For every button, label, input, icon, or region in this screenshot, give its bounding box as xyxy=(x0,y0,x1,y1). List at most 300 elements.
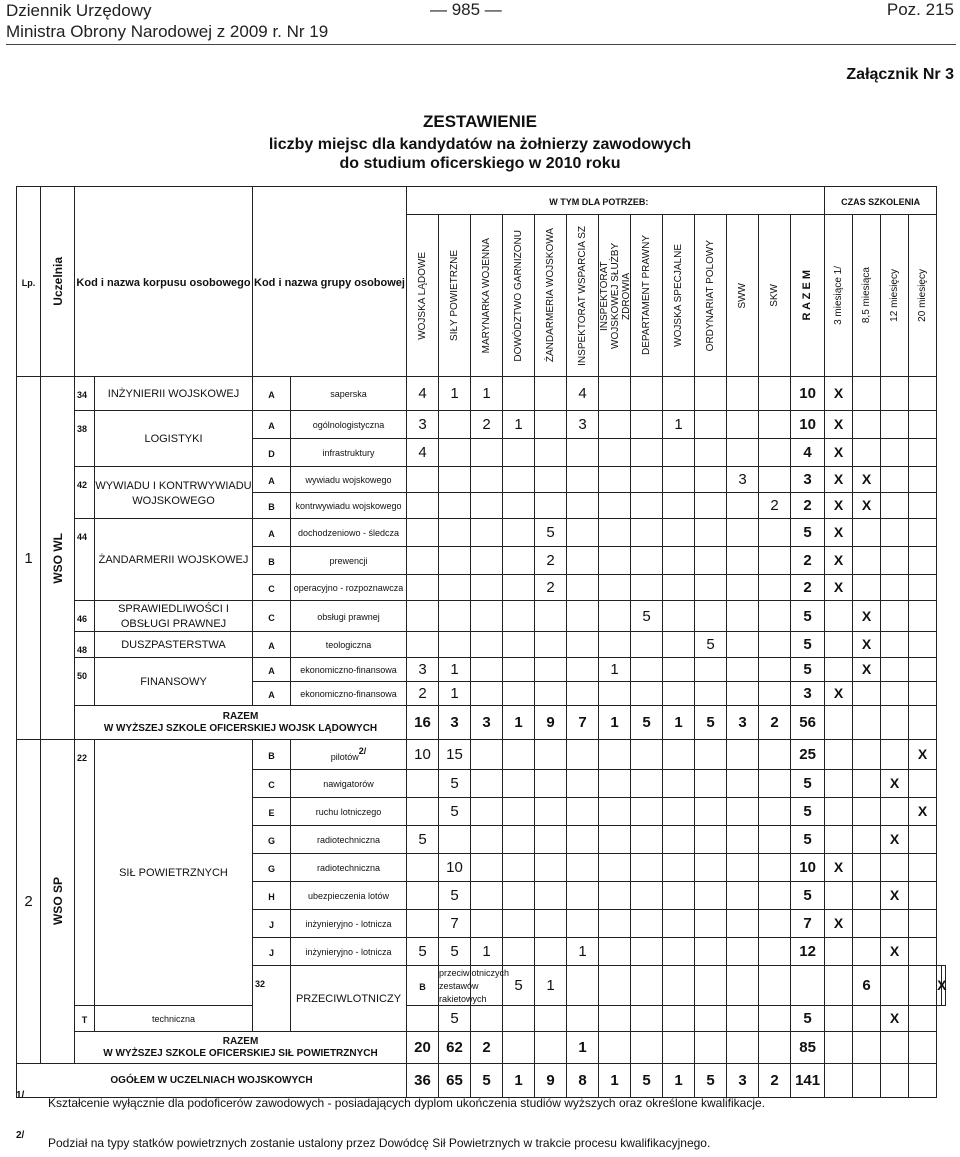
time-cell xyxy=(909,882,937,910)
time-cell xyxy=(853,439,881,467)
header-need-3: DOWÓDZTWO GARNIZONU xyxy=(503,215,535,377)
total-label-2: W WYŻSZEJ SZKOLE OFICERSKIEJ WOJSK LĄDOWYCH xyxy=(103,722,378,734)
count-cell xyxy=(727,882,759,910)
footnote-ref: 2/ xyxy=(358,746,367,756)
corps-code: 34 xyxy=(75,377,95,411)
time-cell xyxy=(853,770,881,798)
count-cell xyxy=(439,519,471,547)
group-code: G xyxy=(253,854,291,882)
total-count-cell: 36 xyxy=(407,1064,439,1098)
corps-name: ŻANDARMERII WOJSKOWEJ xyxy=(95,519,253,601)
header-w-tym: W TYM DLA POTRZEB: xyxy=(407,187,791,215)
time-cell: X xyxy=(825,493,853,519)
razem-cell: 7 xyxy=(791,910,825,938)
count-cell xyxy=(727,439,759,467)
section-lp: 2 xyxy=(17,740,41,1064)
count-cell xyxy=(727,575,759,601)
count-cell xyxy=(471,547,503,575)
razem-cell: 3 xyxy=(791,682,825,706)
count-cell xyxy=(663,601,695,632)
count-cell xyxy=(599,798,631,826)
count-cell xyxy=(759,938,791,966)
count-cell xyxy=(759,519,791,547)
count-cell xyxy=(759,547,791,575)
time-cell: X xyxy=(825,467,853,493)
count-cell xyxy=(599,519,631,547)
time-cell xyxy=(853,826,881,854)
corps-name: DUSZPASTERSTWA xyxy=(95,632,253,658)
count-cell xyxy=(503,770,535,798)
count-cell xyxy=(599,632,631,658)
count-cell xyxy=(759,798,791,826)
razem-cell: 25 xyxy=(791,740,825,770)
count-cell: 1 xyxy=(439,658,471,682)
total-time-cell xyxy=(825,706,853,740)
count-cell xyxy=(631,770,663,798)
count-cell xyxy=(503,1006,535,1032)
count-cell xyxy=(727,547,759,575)
count-cell: 1 xyxy=(503,411,535,439)
count-cell xyxy=(663,910,695,938)
header-time-1: 8,5 miesiąca xyxy=(853,215,881,377)
time-cell xyxy=(853,882,881,910)
total-label-1: RAZEM xyxy=(222,1035,259,1047)
count-cell xyxy=(599,575,631,601)
count-cell: 2 xyxy=(407,682,439,706)
count-cell xyxy=(599,682,631,706)
time-cell xyxy=(853,938,881,966)
count-cell xyxy=(727,938,759,966)
section-uczelnia-cell xyxy=(41,377,75,740)
group-name: inżynieryjno - lotnicza xyxy=(291,938,407,966)
count-cell xyxy=(599,547,631,575)
count-cell xyxy=(567,966,599,1006)
count-cell xyxy=(663,938,695,966)
group-code: C xyxy=(253,575,291,601)
total-count-cell xyxy=(727,1032,759,1064)
group-code: C xyxy=(253,770,291,798)
count-cell xyxy=(567,439,599,467)
count-cell xyxy=(727,632,759,658)
count-cell xyxy=(567,658,599,682)
count-cell xyxy=(727,966,759,1006)
corps-name: SPRAWIEDLIWOŚCI I OBSŁUGI PRAWNEJ xyxy=(95,601,253,632)
total-time-cell xyxy=(881,1032,909,1064)
total-row xyxy=(17,706,946,740)
count-cell: 7 xyxy=(439,910,471,938)
count-cell xyxy=(407,493,439,519)
time-cell xyxy=(853,798,881,826)
count-cell: 5 xyxy=(439,798,471,826)
count-cell xyxy=(535,826,567,854)
corps-code: 48 xyxy=(75,632,95,658)
count-cell xyxy=(727,740,759,770)
count-cell xyxy=(535,601,567,632)
count-cell xyxy=(759,910,791,938)
total-razem-cell: 141 xyxy=(791,1064,825,1098)
count-cell xyxy=(599,910,631,938)
total-count-cell xyxy=(599,1032,631,1064)
count-cell xyxy=(695,798,727,826)
group-code: A xyxy=(253,467,291,493)
count-cell xyxy=(471,658,503,682)
count-cell xyxy=(599,740,631,770)
count-cell xyxy=(407,467,439,493)
count-cell xyxy=(567,547,599,575)
time-cell xyxy=(909,770,937,798)
total-count-cell: 20 xyxy=(407,1032,439,1064)
count-cell xyxy=(471,826,503,854)
count-cell: 3 xyxy=(727,467,759,493)
section-uczelnia-cell xyxy=(41,740,75,1064)
group-code: B xyxy=(253,493,291,519)
group-name: inżynieryjno - lotnicza xyxy=(291,910,407,938)
count-cell xyxy=(471,439,503,467)
group-name: ogólnologistyczna xyxy=(291,411,407,439)
razem-cell: 5 xyxy=(791,882,825,910)
header-need-2: MARYNARKA WOJENNA xyxy=(471,215,503,377)
razem-cell: 6 xyxy=(853,966,881,1006)
count-cell xyxy=(631,740,663,770)
count-cell: 2 xyxy=(535,575,567,601)
count-cell: 1 xyxy=(439,682,471,706)
group-code: G xyxy=(253,826,291,854)
count-cell xyxy=(471,740,503,770)
total-count-cell: 5 xyxy=(695,1064,727,1098)
group-code: A xyxy=(253,658,291,682)
count-cell xyxy=(631,493,663,519)
count-cell xyxy=(759,1006,791,1032)
count-cell xyxy=(695,966,727,1006)
count-cell xyxy=(695,770,727,798)
count-cell: 5 xyxy=(535,519,567,547)
count-cell xyxy=(599,601,631,632)
count-cell xyxy=(663,547,695,575)
count-cell xyxy=(759,377,791,411)
footnote-1-mark: 1/ xyxy=(16,1090,25,1101)
count-cell xyxy=(439,467,471,493)
table-row xyxy=(17,1006,946,1032)
count-cell: 4 xyxy=(567,377,599,411)
count-cell xyxy=(663,575,695,601)
count-cell: 10 xyxy=(439,854,471,882)
group-name: przeciwlotniczych zestawów rakietowych xyxy=(439,966,471,1006)
count-cell xyxy=(535,493,567,519)
count-cell xyxy=(759,966,791,1006)
count-cell xyxy=(599,770,631,798)
group-name: ruchu lotniczego xyxy=(291,798,407,826)
count-cell xyxy=(599,938,631,966)
count-cell xyxy=(471,601,503,632)
total-count-cell: 9 xyxy=(535,1064,567,1098)
count-cell xyxy=(407,882,439,910)
razem-cell: 3 xyxy=(791,467,825,493)
count-cell xyxy=(663,854,695,882)
count-cell xyxy=(631,938,663,966)
time-cell xyxy=(909,826,937,854)
time-cell xyxy=(881,740,909,770)
total-time-cell xyxy=(909,706,937,740)
count-cell xyxy=(631,1006,663,1032)
count-cell xyxy=(759,658,791,682)
time-cell xyxy=(881,632,909,658)
total-count-cell xyxy=(631,1032,663,1064)
count-cell xyxy=(503,882,535,910)
group-code: B xyxy=(253,740,291,770)
count-cell xyxy=(503,467,535,493)
count-cell xyxy=(631,798,663,826)
count-cell xyxy=(631,575,663,601)
page-number: — 985 — xyxy=(430,0,502,19)
count-cell: 3 xyxy=(407,411,439,439)
count-cell xyxy=(407,1006,439,1032)
time-cell xyxy=(853,411,881,439)
total-time-cell xyxy=(881,1064,909,1098)
time-cell: X xyxy=(825,682,853,706)
group-name: radiotechniczna xyxy=(291,854,407,882)
razem-cell: 5 xyxy=(791,632,825,658)
count-cell xyxy=(663,682,695,706)
total-label-1: RAZEM xyxy=(222,710,259,722)
time-cell xyxy=(909,547,937,575)
count-cell xyxy=(727,411,759,439)
count-cell: 3 xyxy=(407,658,439,682)
time-cell xyxy=(825,882,853,910)
count-cell xyxy=(631,467,663,493)
group-name: infrastruktury xyxy=(291,439,407,467)
total-label-cell xyxy=(17,1064,407,1098)
count-cell xyxy=(695,938,727,966)
group-name: techniczna xyxy=(95,1006,253,1032)
count-cell xyxy=(567,575,599,601)
time-cell xyxy=(909,377,937,411)
count-cell xyxy=(599,826,631,854)
time-cell xyxy=(909,658,937,682)
count-cell: 5 xyxy=(631,601,663,632)
count-cell: 4 xyxy=(407,439,439,467)
count-cell xyxy=(759,575,791,601)
count-cell xyxy=(663,493,695,519)
count-cell xyxy=(631,632,663,658)
count-cell xyxy=(503,854,535,882)
count-cell xyxy=(567,632,599,658)
count-cell xyxy=(567,493,599,519)
header-need-5: INSPEKTORAT WSPARCIA SZ xyxy=(567,215,599,377)
corps-name: WYWIADU I KONTRWYWIADU WOJSKOWEGO xyxy=(95,467,253,519)
count-cell xyxy=(663,632,695,658)
time-cell xyxy=(881,519,909,547)
time-cell xyxy=(881,601,909,632)
count-cell xyxy=(663,826,695,854)
count-cell xyxy=(471,854,503,882)
time-cell: X xyxy=(853,658,881,682)
count-cell xyxy=(663,377,695,411)
time-cell xyxy=(853,910,881,938)
count-cell xyxy=(503,377,535,411)
count-cell: 1 xyxy=(471,938,503,966)
time-cell xyxy=(853,575,881,601)
count-cell: 5 xyxy=(503,966,535,1006)
count-cell xyxy=(695,910,727,938)
count-cell xyxy=(535,770,567,798)
time-cell xyxy=(881,575,909,601)
razem-cell: 10 xyxy=(791,377,825,411)
doc-subtitle-1: liczby miejsc dla kandydatów na żołnierzy zawodowych xyxy=(268,136,692,153)
header-need-10: SWW xyxy=(727,215,759,377)
time-cell: X xyxy=(881,882,909,910)
group-name: radiotechniczna xyxy=(291,826,407,854)
time-cell xyxy=(881,547,909,575)
count-cell xyxy=(631,439,663,467)
count-cell xyxy=(695,575,727,601)
header-need-8: WOJSKA SPECJALNE xyxy=(663,215,695,377)
total-count-cell: 9 xyxy=(535,706,567,740)
razem-cell: 2 xyxy=(791,575,825,601)
count-cell xyxy=(727,770,759,798)
count-cell xyxy=(471,493,503,519)
total-label: OGÓŁEM W UCZELNIACH WOJSKOWYCH xyxy=(110,1074,313,1086)
total-time-cell xyxy=(825,1064,853,1098)
total-count-cell: 5 xyxy=(631,1064,663,1098)
corps-code: 22 xyxy=(75,740,95,1006)
count-cell xyxy=(567,854,599,882)
group-code: J xyxy=(253,938,291,966)
count-cell: 2 xyxy=(535,547,567,575)
count-cell xyxy=(695,882,727,910)
count-cell xyxy=(631,882,663,910)
razem-cell: 5 xyxy=(791,601,825,632)
time-cell xyxy=(825,740,853,770)
count-cell xyxy=(791,966,825,1006)
time-cell: X xyxy=(881,770,909,798)
corps-code: 38 xyxy=(75,411,95,467)
group-name: prewencji xyxy=(291,547,407,575)
count-cell xyxy=(471,882,503,910)
table-row xyxy=(17,377,946,411)
time-cell xyxy=(825,632,853,658)
razem-cell: 4 xyxy=(791,439,825,467)
count-cell xyxy=(663,658,695,682)
total-count-cell xyxy=(535,1032,567,1064)
count-cell: 5 xyxy=(407,938,439,966)
count-cell xyxy=(439,601,471,632)
doc-subtitle-2: do studium oficerskiego w 2010 roku xyxy=(339,155,621,172)
count-cell xyxy=(695,601,727,632)
count-cell xyxy=(695,411,727,439)
time-cell: X xyxy=(853,601,881,632)
count-cell xyxy=(727,682,759,706)
count-cell xyxy=(503,439,535,467)
count-cell xyxy=(599,1006,631,1032)
count-cell xyxy=(599,882,631,910)
group-code: C xyxy=(253,601,291,632)
group-name: ubezpieczenia lotów xyxy=(291,882,407,910)
count-cell xyxy=(503,519,535,547)
time-cell xyxy=(881,439,909,467)
count-cell xyxy=(695,826,727,854)
count-cell xyxy=(439,575,471,601)
time-cell: X xyxy=(853,632,881,658)
table-row xyxy=(17,601,946,632)
header-grupa: Kod i nazwa grupy osobowej xyxy=(253,187,407,377)
time-cell: X xyxy=(825,547,853,575)
time-cell: X xyxy=(937,966,941,1006)
header-uczelnia: Uczelnia xyxy=(41,187,75,377)
count-cell xyxy=(631,658,663,682)
total-time-cell xyxy=(853,1064,881,1098)
section-lp: 1 xyxy=(17,377,41,740)
journal-ministry: Ministra Obrony Narodowej z 2009 r. Nr 19 xyxy=(6,22,329,41)
group-name: dochodzeniowo - śledcza xyxy=(291,519,407,547)
count-cell xyxy=(503,682,535,706)
table-row xyxy=(17,519,946,547)
total-count-cell: 5 xyxy=(471,1064,503,1098)
count-cell: 5 xyxy=(439,1006,471,1032)
group-name: saperska xyxy=(291,377,407,411)
time-cell xyxy=(853,1006,881,1032)
count-cell: 4 xyxy=(407,377,439,411)
count-cell xyxy=(695,493,727,519)
total-count-cell: 3 xyxy=(727,706,759,740)
count-cell xyxy=(471,467,503,493)
count-cell xyxy=(535,854,567,882)
count-cell xyxy=(695,377,727,411)
count-cell xyxy=(567,910,599,938)
count-cell xyxy=(407,798,439,826)
count-cell xyxy=(727,1006,759,1032)
header-divider xyxy=(6,44,956,45)
count-cell xyxy=(471,1006,503,1032)
total-count-cell: 62 xyxy=(439,1032,471,1064)
total-count-cell xyxy=(759,1032,791,1064)
time-cell xyxy=(881,854,909,882)
total-count-cell: 3 xyxy=(439,706,471,740)
count-cell xyxy=(439,493,471,519)
count-cell xyxy=(695,1006,727,1032)
razem-cell: 10 xyxy=(791,854,825,882)
count-cell: 1 xyxy=(599,658,631,682)
count-cell xyxy=(759,682,791,706)
count-cell xyxy=(631,519,663,547)
corps-code: 50 xyxy=(75,658,95,706)
group-name: ekonomiczno-finansowa xyxy=(291,658,407,682)
count-cell xyxy=(759,854,791,882)
time-cell xyxy=(853,682,881,706)
time-cell xyxy=(825,658,853,682)
corps-name: SIŁ POWIETRZNYCH xyxy=(95,740,253,1006)
time-cell xyxy=(909,682,937,706)
count-cell xyxy=(407,632,439,658)
position-number: Poz. 215 xyxy=(886,0,954,19)
total-count-cell: 1 xyxy=(503,706,535,740)
count-cell xyxy=(631,377,663,411)
razem-cell: 5 xyxy=(791,519,825,547)
time-cell: X xyxy=(825,377,853,411)
count-cell xyxy=(727,854,759,882)
time-cell xyxy=(909,632,937,658)
total-count-cell: 1 xyxy=(663,1064,695,1098)
count-cell xyxy=(759,632,791,658)
count-cell xyxy=(695,467,727,493)
time-cell: X xyxy=(881,938,909,966)
count-cell xyxy=(631,411,663,439)
total-count-cell: 3 xyxy=(471,706,503,740)
count-cell xyxy=(695,547,727,575)
count-cell xyxy=(631,910,663,938)
time-cell xyxy=(909,411,937,439)
count-cell xyxy=(695,519,727,547)
group-name: wywiadu wojskowego xyxy=(291,467,407,493)
